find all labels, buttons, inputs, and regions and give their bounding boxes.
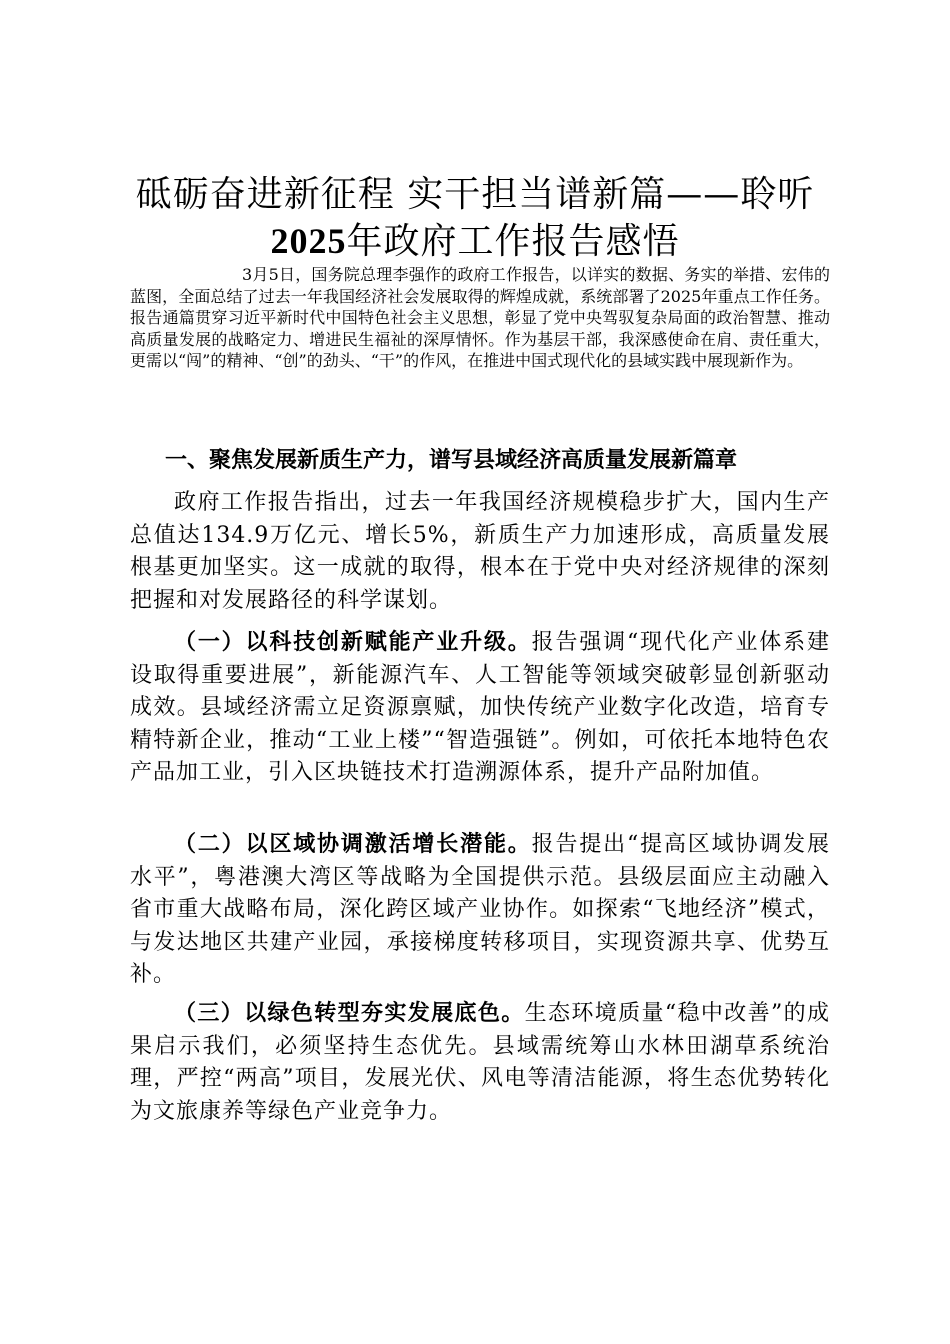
section-1-paragraph: 政府工作报告指出，过去一年我国经济规模稳步扩大，国内生产总值达134.9万亿元、增长5%，新质生产力加速形成，高质量发展根基更加坚实。这一成就的取得，根本在于党中央对经济规律的深刻把握和对发展路径的科学谋划。 bbox=[130, 490, 830, 613]
subsection-1-text: 报告强调“现代化产业体系建设取得重要进展”，新能源汽车、人工智能等领域突破彰显创新驱动成效。县域经济需立足资源禀赋，加快传统产业数字化改造，培育专精特新企业，推动“工业上楼”“智造强链”。例如，可依托本地特色农产品加工业，引入区块链技术打造溯源体系，提升产品附加值。 bbox=[130, 630, 830, 785]
subsection-3-paragraph bbox=[130, 998, 830, 1128]
subsection-1-paragraph bbox=[130, 627, 830, 790]
subsection-2-paragraph bbox=[130, 829, 830, 992]
subsection-1-title: （一）以科技创新赋能产业升级。 bbox=[174, 630, 532, 655]
title-line-2-text: 年政府工作报告感悟 bbox=[346, 221, 680, 262]
subsection-3-text: 生态环境质量“稳中改善”的成果启示我们，必须坚持生态优先。县域需统筹山水林田湖草系统治理，严控“两高”项目，发展光伏、风电等清洁能源，将生态优势转化为文旅康养等绿色产业竞争力。 bbox=[130, 1001, 830, 1124]
section-1-heading: 一、聚焦发展新质生产力，谱写县域经济高质量发展新篇章 bbox=[165, 448, 738, 473]
title-line-1: 砥砺奋进新征程 实干担当谱新篇——聆听 bbox=[135, 174, 815, 215]
subsection-2-text: 报告提出“提高区域协调发展水平”，粤港澳大湾区等战略为全国提供示范。县级层面应主动融入省市重大战略布局，深化跨区域产业协作。如探索“飞地经济”模式，与发达地区共建产业园，承接梯度转移项目，实现资源共享、优势互补。 bbox=[130, 832, 830, 987]
intro-paragraph: 3月5日，国务院总理李强作的政府工作报告，以详实的数据、务实的举措、宏伟的蓝图，全面总结了过去一年我国经济社会发展取得的辉煌成就，系统部署了2025年重点工作任务。报告通篇贯穿习近平新时代中国特色社会主义思想，彰显了党中央驾驭复杂局面的政治智慧、推动高质量发展的战略定力、增进民生福祉的深厚情怀。作为基层干部，我深感使命在肩、责任重大，更需以“闯”的精神、“创”的劲头、“干”的作风，在推进中国式现代化的县域实践中展现新作为。 bbox=[130, 265, 830, 370]
title-year: 2025 bbox=[270, 221, 347, 261]
title-line-2 bbox=[110, 218, 840, 265]
subsection-2-title: （二）以区域协调激活增长潜能。 bbox=[174, 832, 532, 857]
subsection-3-title: （三）以绿色转型夯实发展底色。 bbox=[174, 1001, 525, 1026]
